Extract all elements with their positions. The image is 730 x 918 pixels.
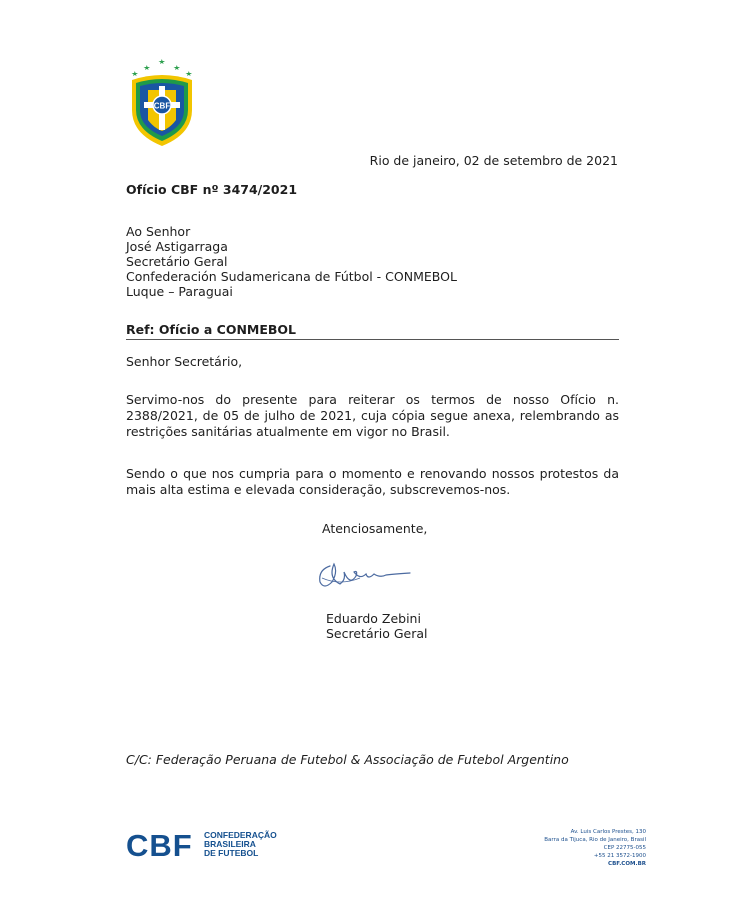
signer-name: Eduardo Zebini (326, 611, 421, 626)
star-icon (159, 59, 166, 64)
org-name-line: BRASILEIRA (204, 839, 256, 849)
star-icon (144, 65, 151, 70)
body-paragraph: Servimo-nos do presente para reiterar os termos de nosso Ofício n. 2388/2021, de 05 de julho de 2021, cuja cópia segue anexa, relembrando as restrições sanitárias atualmente em vigor no Brasil. (126, 392, 619, 439)
addressee-block (126, 224, 457, 299)
addressee-line: Confederación Sudamericana de Fútbol - CONMEBOL (126, 269, 457, 284)
addressee-line: José Astigarraga (126, 239, 228, 254)
reference-line: Ref: Ofício a CONMEBOL (126, 322, 619, 340)
org-name-line: DE FUTEBOL (204, 848, 259, 858)
cbf-crest-logo (126, 50, 198, 148)
star-icon (132, 71, 139, 76)
address-line: Barra da Tijuca, Rio de Janeiro, Brasil (544, 837, 646, 843)
phone-number: +55 21 3572-1900 (593, 853, 646, 859)
crest-label: CBF (153, 101, 171, 111)
footer-address (544, 828, 646, 868)
address-line: Av. Luis Carlos Prestes, 130 (570, 829, 646, 835)
org-name (204, 831, 277, 858)
star-icon (186, 71, 193, 76)
signer-block (326, 611, 428, 641)
addressee-line: Luque – Paraguai (126, 284, 233, 299)
oficio-number: Ofício CBF nº 3474/2021 (126, 182, 298, 197)
cbf-wordmark: CBF (126, 828, 193, 863)
body-paragraph: Sendo o que nos cumpria para o momento e renovando nossos protestos da mais alta estima e elevada consideração, subscrevemos-nos. (126, 466, 619, 497)
addressee-line: Ao Senhor (126, 224, 191, 239)
letter-date: Rio de janeiro, 02 de setembro de 2021 (369, 153, 618, 168)
addressee-line: Secretário Geral (126, 254, 228, 269)
signer-title: Secretário Geral (326, 626, 428, 641)
closing: Atenciosamente, (322, 521, 428, 536)
address-line: CEP 22775-055 (603, 845, 646, 851)
cc-line: C/C: Federação Peruana de Futebol & Associação de Futebol Argentino (126, 752, 569, 767)
salutation: Senhor Secretário, (126, 354, 243, 369)
website-link[interactable]: CBF.COM.BR (608, 861, 646, 867)
crest-stars (132, 59, 193, 76)
star-icon (174, 65, 181, 70)
org-name-line: CONFEDERAÇÃO (204, 830, 277, 840)
signature-image (310, 556, 430, 596)
